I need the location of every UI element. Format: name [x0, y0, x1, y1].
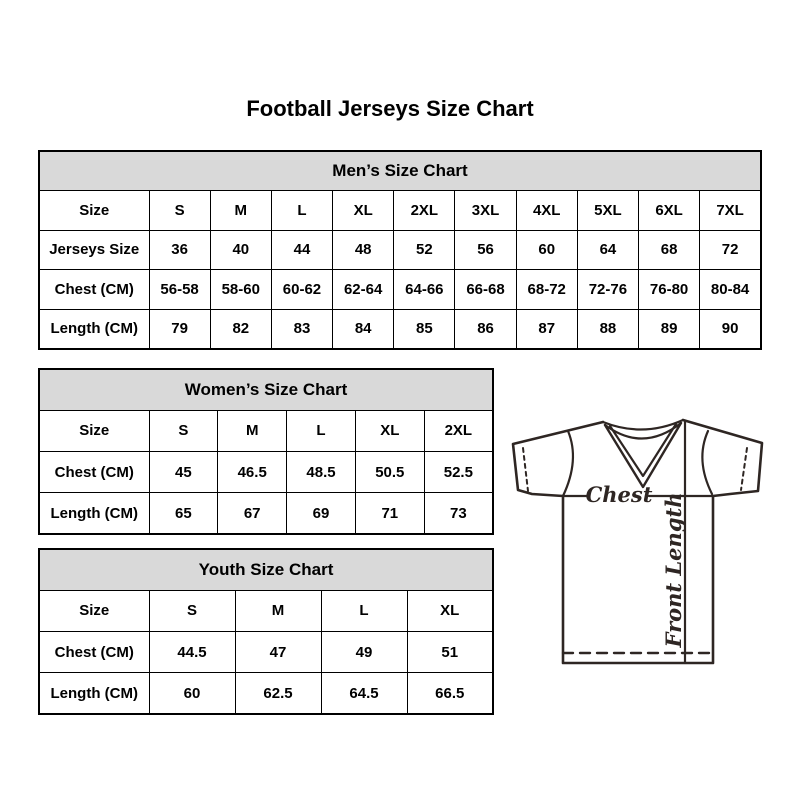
front-length-label: Front Length [661, 492, 686, 648]
left-sleeve-stitch-dashed [523, 448, 528, 491]
row-header-cell: Size [39, 191, 149, 231]
value-cell: 3XL [455, 191, 516, 231]
value-cell: 72 [700, 230, 761, 270]
row-header-cell: Length (CM) [39, 673, 149, 714]
value-cell: 7XL [700, 191, 761, 231]
value-cell: 66-68 [455, 270, 516, 310]
value-cell: 84 [333, 309, 394, 349]
value-cell: S [149, 590, 235, 631]
value-cell: 62-64 [333, 270, 394, 310]
value-cell: 60 [149, 673, 235, 714]
value-cell: 71 [355, 493, 424, 534]
jersey-illustration [500, 405, 780, 675]
value-cell: S [149, 410, 218, 451]
table-row [39, 309, 761, 349]
value-cell: 82 [210, 309, 271, 349]
value-cell: 48 [333, 230, 394, 270]
left-armhole-seam [563, 431, 573, 496]
value-cell: 79 [149, 309, 210, 349]
table-row [39, 673, 493, 714]
value-cell: M [218, 410, 287, 451]
jersey-outline [513, 420, 762, 663]
row-header-cell: Jerseys Size [39, 230, 149, 270]
value-cell: 50.5 [355, 452, 424, 493]
value-cell: 73 [424, 493, 493, 534]
table-title: Men’s Size Chart [39, 151, 761, 191]
row-header-cell: Size [39, 590, 149, 631]
value-cell: 65 [149, 493, 218, 534]
value-cell: 64-66 [394, 270, 455, 310]
value-cell: 56 [455, 230, 516, 270]
value-cell: 60 [516, 230, 577, 270]
table-row [39, 452, 493, 493]
table-title: Youth Size Chart [39, 549, 493, 590]
row-header-cell: Length (CM) [39, 493, 149, 534]
value-cell: 64 [577, 230, 638, 270]
value-cell: 51 [407, 632, 493, 673]
value-cell: 2XL [424, 410, 493, 451]
table-row [39, 590, 493, 631]
value-cell: 68 [639, 230, 700, 270]
page-title: Football Jerseys Size Chart [246, 96, 534, 121]
value-cell: 60-62 [271, 270, 332, 310]
value-cell: 44.5 [149, 632, 235, 673]
value-cell: 64.5 [321, 673, 407, 714]
value-cell: 85 [394, 309, 455, 349]
value-cell: 47 [235, 632, 321, 673]
row-header-cell: Length (CM) [39, 309, 149, 349]
row-header-cell: Chest (CM) [39, 632, 149, 673]
value-cell: XL [333, 191, 394, 231]
collar-back-arc [603, 420, 683, 430]
value-cell: 69 [287, 493, 356, 534]
table-title: Women’s Size Chart [39, 369, 493, 410]
right-sleeve-stitch-dashed [741, 448, 747, 490]
value-cell: 4XL [516, 191, 577, 231]
value-cell: 88 [577, 309, 638, 349]
value-cell: 52 [394, 230, 455, 270]
value-cell: M [235, 590, 321, 631]
table-row [39, 493, 493, 534]
row-header-cell: Chest (CM) [39, 270, 149, 310]
value-cell: S [149, 191, 210, 231]
value-cell: 89 [639, 309, 700, 349]
table-row [39, 191, 761, 231]
value-cell: 80-84 [700, 270, 761, 310]
right-armhole-seam [702, 431, 712, 494]
value-cell: 44 [271, 230, 332, 270]
value-cell: 2XL [394, 191, 455, 231]
jersey-measurement-diagram [500, 405, 780, 675]
value-cell: 6XL [639, 191, 700, 231]
value-cell: 48.5 [287, 452, 356, 493]
value-cell: 86 [455, 309, 516, 349]
value-cell: 5XL [577, 191, 638, 231]
value-cell: 40 [210, 230, 271, 270]
value-cell: 83 [271, 309, 332, 349]
table-row [39, 632, 493, 673]
value-cell: XL [407, 590, 493, 631]
value-cell: 56-58 [149, 270, 210, 310]
table-row [39, 230, 761, 270]
row-header-cell: Size [39, 410, 149, 451]
value-cell: XL [355, 410, 424, 451]
value-cell: L [271, 191, 332, 231]
table-row [39, 410, 493, 451]
value-cell: 66.5 [407, 673, 493, 714]
value-cell: M [210, 191, 271, 231]
mens-size-table [38, 150, 762, 350]
value-cell: 76-80 [639, 270, 700, 310]
value-cell: 67 [218, 493, 287, 534]
row-header-cell: Chest (CM) [39, 452, 149, 493]
value-cell: 87 [516, 309, 577, 349]
value-cell: 45 [149, 452, 218, 493]
chest-label: Chest [585, 482, 653, 507]
value-cell: 72-76 [577, 270, 638, 310]
value-cell: L [321, 590, 407, 631]
value-cell: 52.5 [424, 452, 493, 493]
value-cell: 68-72 [516, 270, 577, 310]
value-cell: 49 [321, 632, 407, 673]
value-cell: 62.5 [235, 673, 321, 714]
table-row [39, 270, 761, 310]
value-cell: 90 [700, 309, 761, 349]
value-cell: L [287, 410, 356, 451]
womens-size-table [38, 368, 494, 535]
value-cell: 36 [149, 230, 210, 270]
value-cell: 46.5 [218, 452, 287, 493]
value-cell: 58-60 [210, 270, 271, 310]
youth-size-table [38, 548, 494, 715]
